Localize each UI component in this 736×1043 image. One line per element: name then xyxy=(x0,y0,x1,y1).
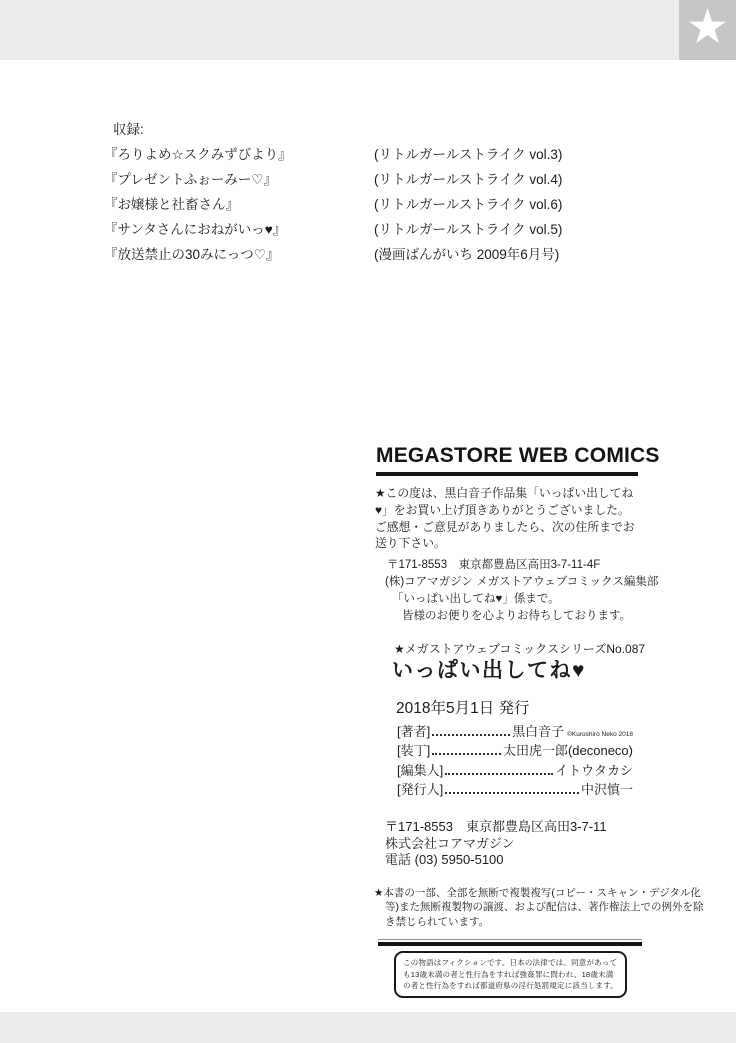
book-title: いっぱい出してね♥ xyxy=(392,659,586,682)
dot-leader xyxy=(432,734,510,736)
work-source: (漫画ばんがいち 2009年6月号) xyxy=(374,247,560,262)
publisher-postal-line: 〒171-8553 東京都豊島区高田3-7-11 xyxy=(385,819,607,834)
credit-row-author xyxy=(397,720,633,740)
credit-name: 黒白音子 xyxy=(512,723,565,739)
thanks-paragraph: ★この度は、黒白音子作品集「いっぱい出してね♥」をお買い上げ頂きありがとうございました。ご感想・ご意見がありましたら、次の住所までお送り下さい。 xyxy=(375,486,635,551)
publisher-company-line: 株式会社コアマガジン xyxy=(385,835,515,851)
feedback-address-block xyxy=(385,557,658,625)
divider-thin-line xyxy=(378,939,642,940)
series-number-line: ★メガストアウェブコミックスシリーズNo.087 xyxy=(394,642,646,656)
work-source: (リトルガールストライク vol.6) xyxy=(374,197,563,212)
credit-name: イトウタカシ xyxy=(555,762,633,778)
divider-thick-line xyxy=(378,942,642,946)
credit-role: [装丁] xyxy=(397,743,431,758)
top-margin-bar xyxy=(0,0,736,60)
dot-leader xyxy=(432,753,501,755)
credit-role: [発行人] xyxy=(397,782,444,797)
copyright-note: ©Kuroshiro Neko 2018 xyxy=(567,730,633,738)
credit-role: [著者] xyxy=(397,723,431,739)
work-title: 『プレゼントふぉーみー♡』 xyxy=(104,172,278,187)
credit-row-editor xyxy=(397,759,633,779)
list-item xyxy=(104,192,562,217)
publisher-address-block xyxy=(385,819,607,869)
work-source: (リトルガールストライク vol.5) xyxy=(374,222,563,237)
work-source: (リトルガールストライク vol.3) xyxy=(374,147,563,162)
list-item xyxy=(104,217,562,242)
section-divider xyxy=(378,939,642,946)
work-title: 『お嬢様と社畜さん』 xyxy=(104,197,239,212)
list-item xyxy=(104,167,562,192)
credit-role: [編集人] xyxy=(397,762,444,778)
credit-name: 太田虎一郎(deconeco) xyxy=(502,743,633,758)
list-item xyxy=(104,242,562,267)
feedback-attention-line: 「いっぱい出してね♥」係まで。 xyxy=(392,593,560,605)
feedback-company-line: (株)コアマガジン メガストアウェブコミックス編集部 xyxy=(385,576,659,588)
credit-row-publisher-person xyxy=(397,779,633,799)
included-works-list xyxy=(104,117,562,267)
brand-title: MEGASTORE WEB COMICS xyxy=(376,444,638,476)
star-badge xyxy=(679,0,736,60)
bottom-margin-bar xyxy=(0,1012,736,1043)
dot-leader xyxy=(445,773,553,775)
star-icon: ★ xyxy=(685,1,730,54)
work-title: 『ろりよめ☆スクみずびより』 xyxy=(104,147,292,162)
credit-name: 中沢慎一 xyxy=(580,782,633,797)
dot-leader xyxy=(445,792,579,794)
feedback-postal-line: 〒171-8553 東京都豊島区高田3-7-11-4F xyxy=(387,559,601,571)
credits-block xyxy=(397,720,633,798)
publisher-phone-line: 電話 (03) 5950-5100 xyxy=(385,852,504,867)
list-item xyxy=(104,142,562,167)
included-works-heading: 収録: xyxy=(113,122,144,137)
work-source: (リトルガールストライク vol.4) xyxy=(374,172,563,187)
fiction-disclaimer-box: この物語はフィクションです。日本の法律では、同意があっても13歳未満の者と性行為をすれば強姦罪に問われ、18歳未満の者と性行為をすれば都道府県の淫行処罰規定に該当します。 xyxy=(394,951,627,998)
credit-row-design xyxy=(397,740,633,760)
feedback-closing-line: 皆様のお便りを心よりお待ちしております。 xyxy=(402,610,632,622)
work-title: 『サンタさんにおねがいっ♥』 xyxy=(104,222,287,237)
copyright-notice: ★本書の一部、全部を無断で複製複写(コピー・スキャン・デジタル化等)また無断複製物の譲渡、および配信は、著作権法上での例外を除き禁じられています。 xyxy=(374,887,704,928)
publish-date: 2018年5月1日 発行 xyxy=(396,700,530,717)
work-title: 『放送禁止の30みにっつ♡』 xyxy=(104,247,280,262)
